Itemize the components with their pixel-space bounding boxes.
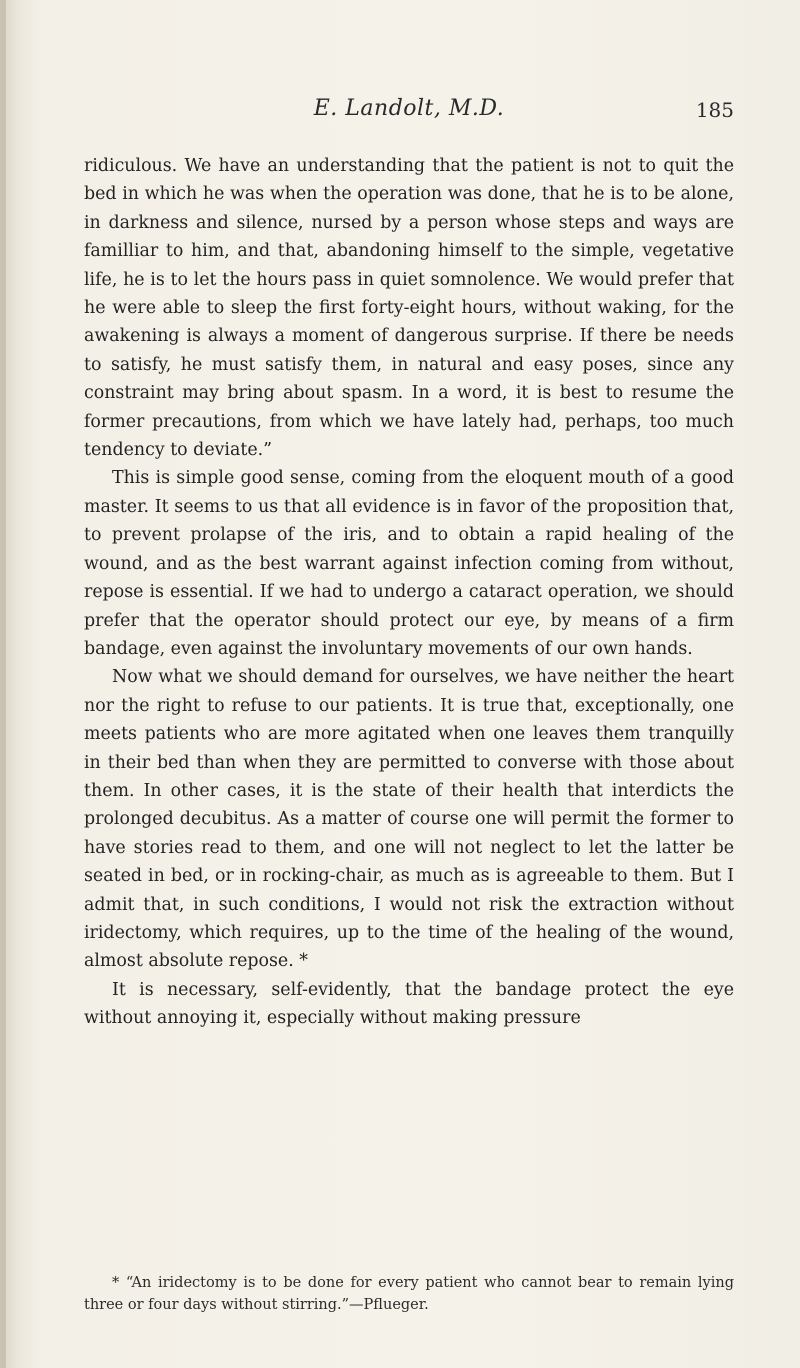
page-header bbox=[84, 96, 734, 136]
paragraph: It is necessary, self-evidently, that the bandage protect the eye without annoying it, especially without making pressure bbox=[84, 979, 734, 1029]
footnote: * “An iridectomy is to be done for every patient who cannot bear to remain lying three or four days without stirring.”—Pflueger. bbox=[84, 1275, 734, 1313]
running-head: E. Landolt, M.D. bbox=[313, 96, 505, 121]
body-text bbox=[84, 152, 734, 1033]
paragraph: Now what we should demand for ourselves, we have neither the heart nor the right to refuse to our patients. It is true that, exceptionally, one meets patients who are more agitated when one leaves them tranquilly in their bed than when they are permitted to converse with those about them. In other cases, it is the state of their health that interdicts the prolonged decubitus. As a matter of course one will permit the former to have stories read to them, and one will not neglect to let the latter be seated in bed, or in rocking-chair, as much as is agreeable to them. But I admit that, in such conditions, I would not risk the extraction without iridectomy, which requires, up to the time of the healing of the wound, almost absolute repose. * bbox=[84, 667, 734, 972]
page-number: 185 bbox=[695, 98, 734, 122]
paragraph: This is simple good sense, coming from the eloquent mouth of a good master. It seems to us that all evidence is in favor of the proposition that, to prevent prolapse of the iris, and to obtain a rapid healing of the wound, and as the best warrant against infection coming from without, repose is essential. If we had to undergo a cataract operation, we should prefer that the operator should protect our eye, by means of a firm bandage, even against the involuntary movements of our own hands. bbox=[84, 468, 734, 659]
binding-edge bbox=[0, 0, 6, 1368]
paragraph-continued: ridiculous. We have an understanding that the patient is not to quit the bed in which he was when the operation was done, that he is to be alone, in darkness and silence, nursed by a person whose steps and ways are familliar to him, and that, abandoning himself to the simple, vegetative life, he is to let the hours pass in quiet somnolence. We would prefer that he were able to sleep the first forty-eight hours, without waking, for the awakening is always a moment of dangerous surprise. If there be needs to satisfy, he must satisfy them, in natural and easy poses, since any constraint may bring about spasm. In a word, it is best to resume the former precautions, from which we have lately had, perhaps, too much tendency to deviate.” bbox=[84, 156, 734, 461]
